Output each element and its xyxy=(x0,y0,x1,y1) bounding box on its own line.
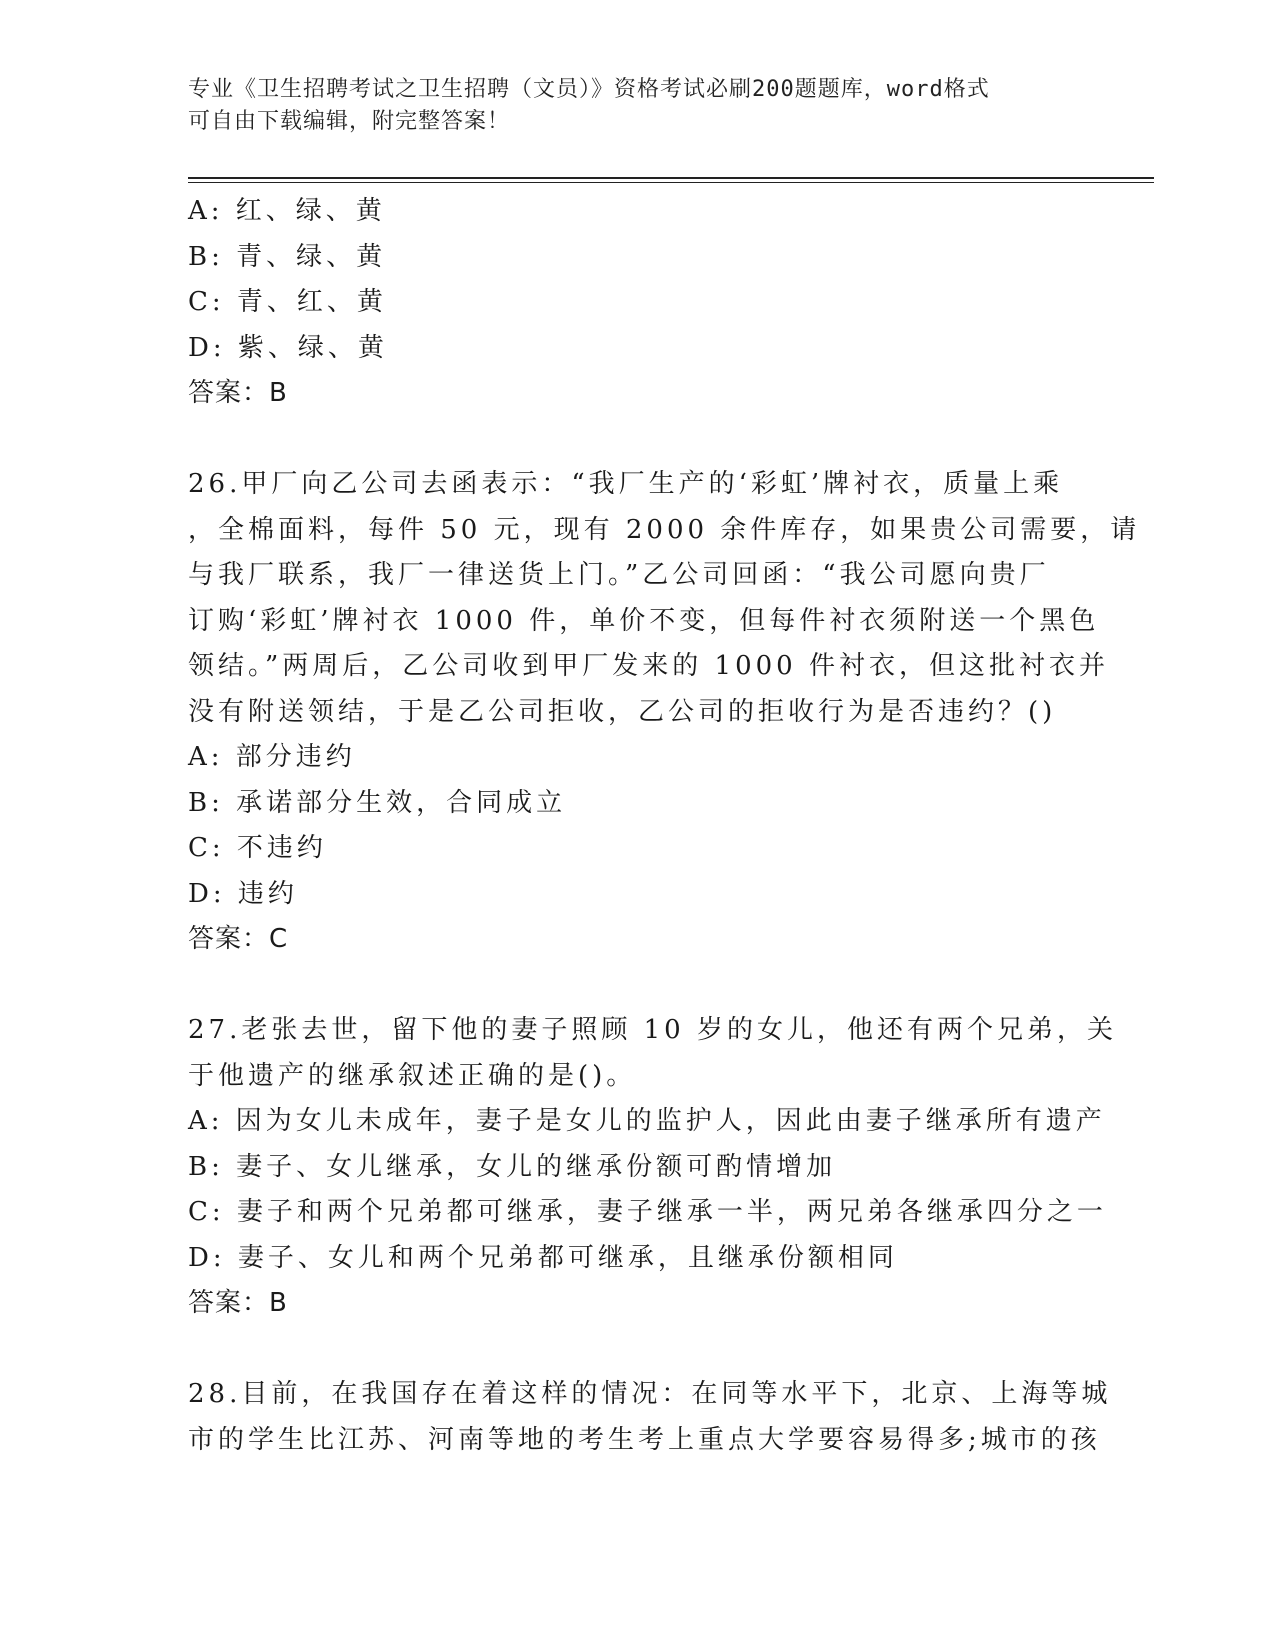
option-a: A: 部分违约 xyxy=(188,742,356,772)
header-line-1: 专业《卫生招聘考试之卫生招聘（文员）》资格考试必刷200题题库，word格式 xyxy=(188,77,990,102)
question-text-line: 28.目前，在我国存在着这样的情况：在同等水平下，北京、上海等城 xyxy=(188,1379,1112,1409)
question-text-line: 27.老张去世，留下他的妻子照顾 10 岁的女儿，他还有两个兄弟，关 xyxy=(188,1015,1117,1045)
document-body xyxy=(188,189,1141,1463)
option-c: C: 不违约 xyxy=(188,833,327,863)
question-text-line: 26.甲厂向乙公司去函表示：“我厂生产的‘彩虹’牌衬衣，质量上乘 xyxy=(188,469,1064,499)
spacer xyxy=(188,417,1088,463)
question-text-line: 市的学生比江苏、河南等地的考生考上重点大学要容易得多;城市的孩 xyxy=(188,1424,1101,1455)
question-27 xyxy=(188,1008,1117,1327)
header-rule-thin xyxy=(188,182,1154,183)
header-rule-thick xyxy=(188,177,1154,179)
question-28 xyxy=(188,1372,1112,1463)
option-d: D: 紫、绿、黄 xyxy=(188,332,388,363)
question-text-line: 与我厂联系，我厂一律送货上门。”乙公司回函：“我公司愿向贵厂 xyxy=(188,560,1050,590)
option-b: B: 承诺部分生效，合同成立 xyxy=(188,787,567,818)
answer: 答案：B xyxy=(188,378,288,408)
option-c: C: 青、红、黄 xyxy=(188,287,387,317)
question-text-line: 订购‘彩虹’牌衬衣 1000 件，单价不变，但每件衬衣须附送一个黑色 xyxy=(188,605,1100,636)
question-25 xyxy=(188,189,1088,417)
answer: 答案：B xyxy=(188,1288,288,1318)
question-text-line: 于他遗产的继承叙述正确的是()。 xyxy=(188,1060,637,1091)
option-d: D: 违约 xyxy=(188,878,298,909)
header-line-2: 可自由下载编辑，附完整答案！ xyxy=(188,109,511,134)
option-b: B: 妻子、女儿继承，女儿的继承份额可酌情增加 xyxy=(188,1151,837,1182)
question-26 xyxy=(188,462,1141,963)
option-c: C: 妻子和两个兄弟都可继承，妻子继承一半，两兄弟各继承四分之一 xyxy=(188,1197,1107,1227)
option-a: A: 因为女儿未成年，妻子是女儿的监护人，因此由妻子继承所有遗产 xyxy=(188,1106,1106,1136)
spacer xyxy=(188,963,1088,1009)
option-b: B: 青、绿、黄 xyxy=(188,241,387,272)
answer: 答案：C xyxy=(188,924,289,954)
option-a: A: 红、绿、黄 xyxy=(188,196,386,226)
spacer xyxy=(188,1327,1088,1373)
question-text-line: ，全棉面料，每件 50 元，现有 2000 余件库存，如果贵公司需要，请 xyxy=(188,514,1141,545)
question-text-line: 没有附送领结，于是乙公司拒收，乙公司的拒收行为是否违约？() xyxy=(188,696,1057,727)
document-header xyxy=(188,74,1068,138)
option-d: D: 妻子、女儿和两个兄弟都可继承，且继承份额相同 xyxy=(188,1242,898,1273)
question-text-line: 领结。”两周后，乙公司收到甲厂发来的 1000 件衬衣，但这批衬衣并 xyxy=(188,651,1109,681)
